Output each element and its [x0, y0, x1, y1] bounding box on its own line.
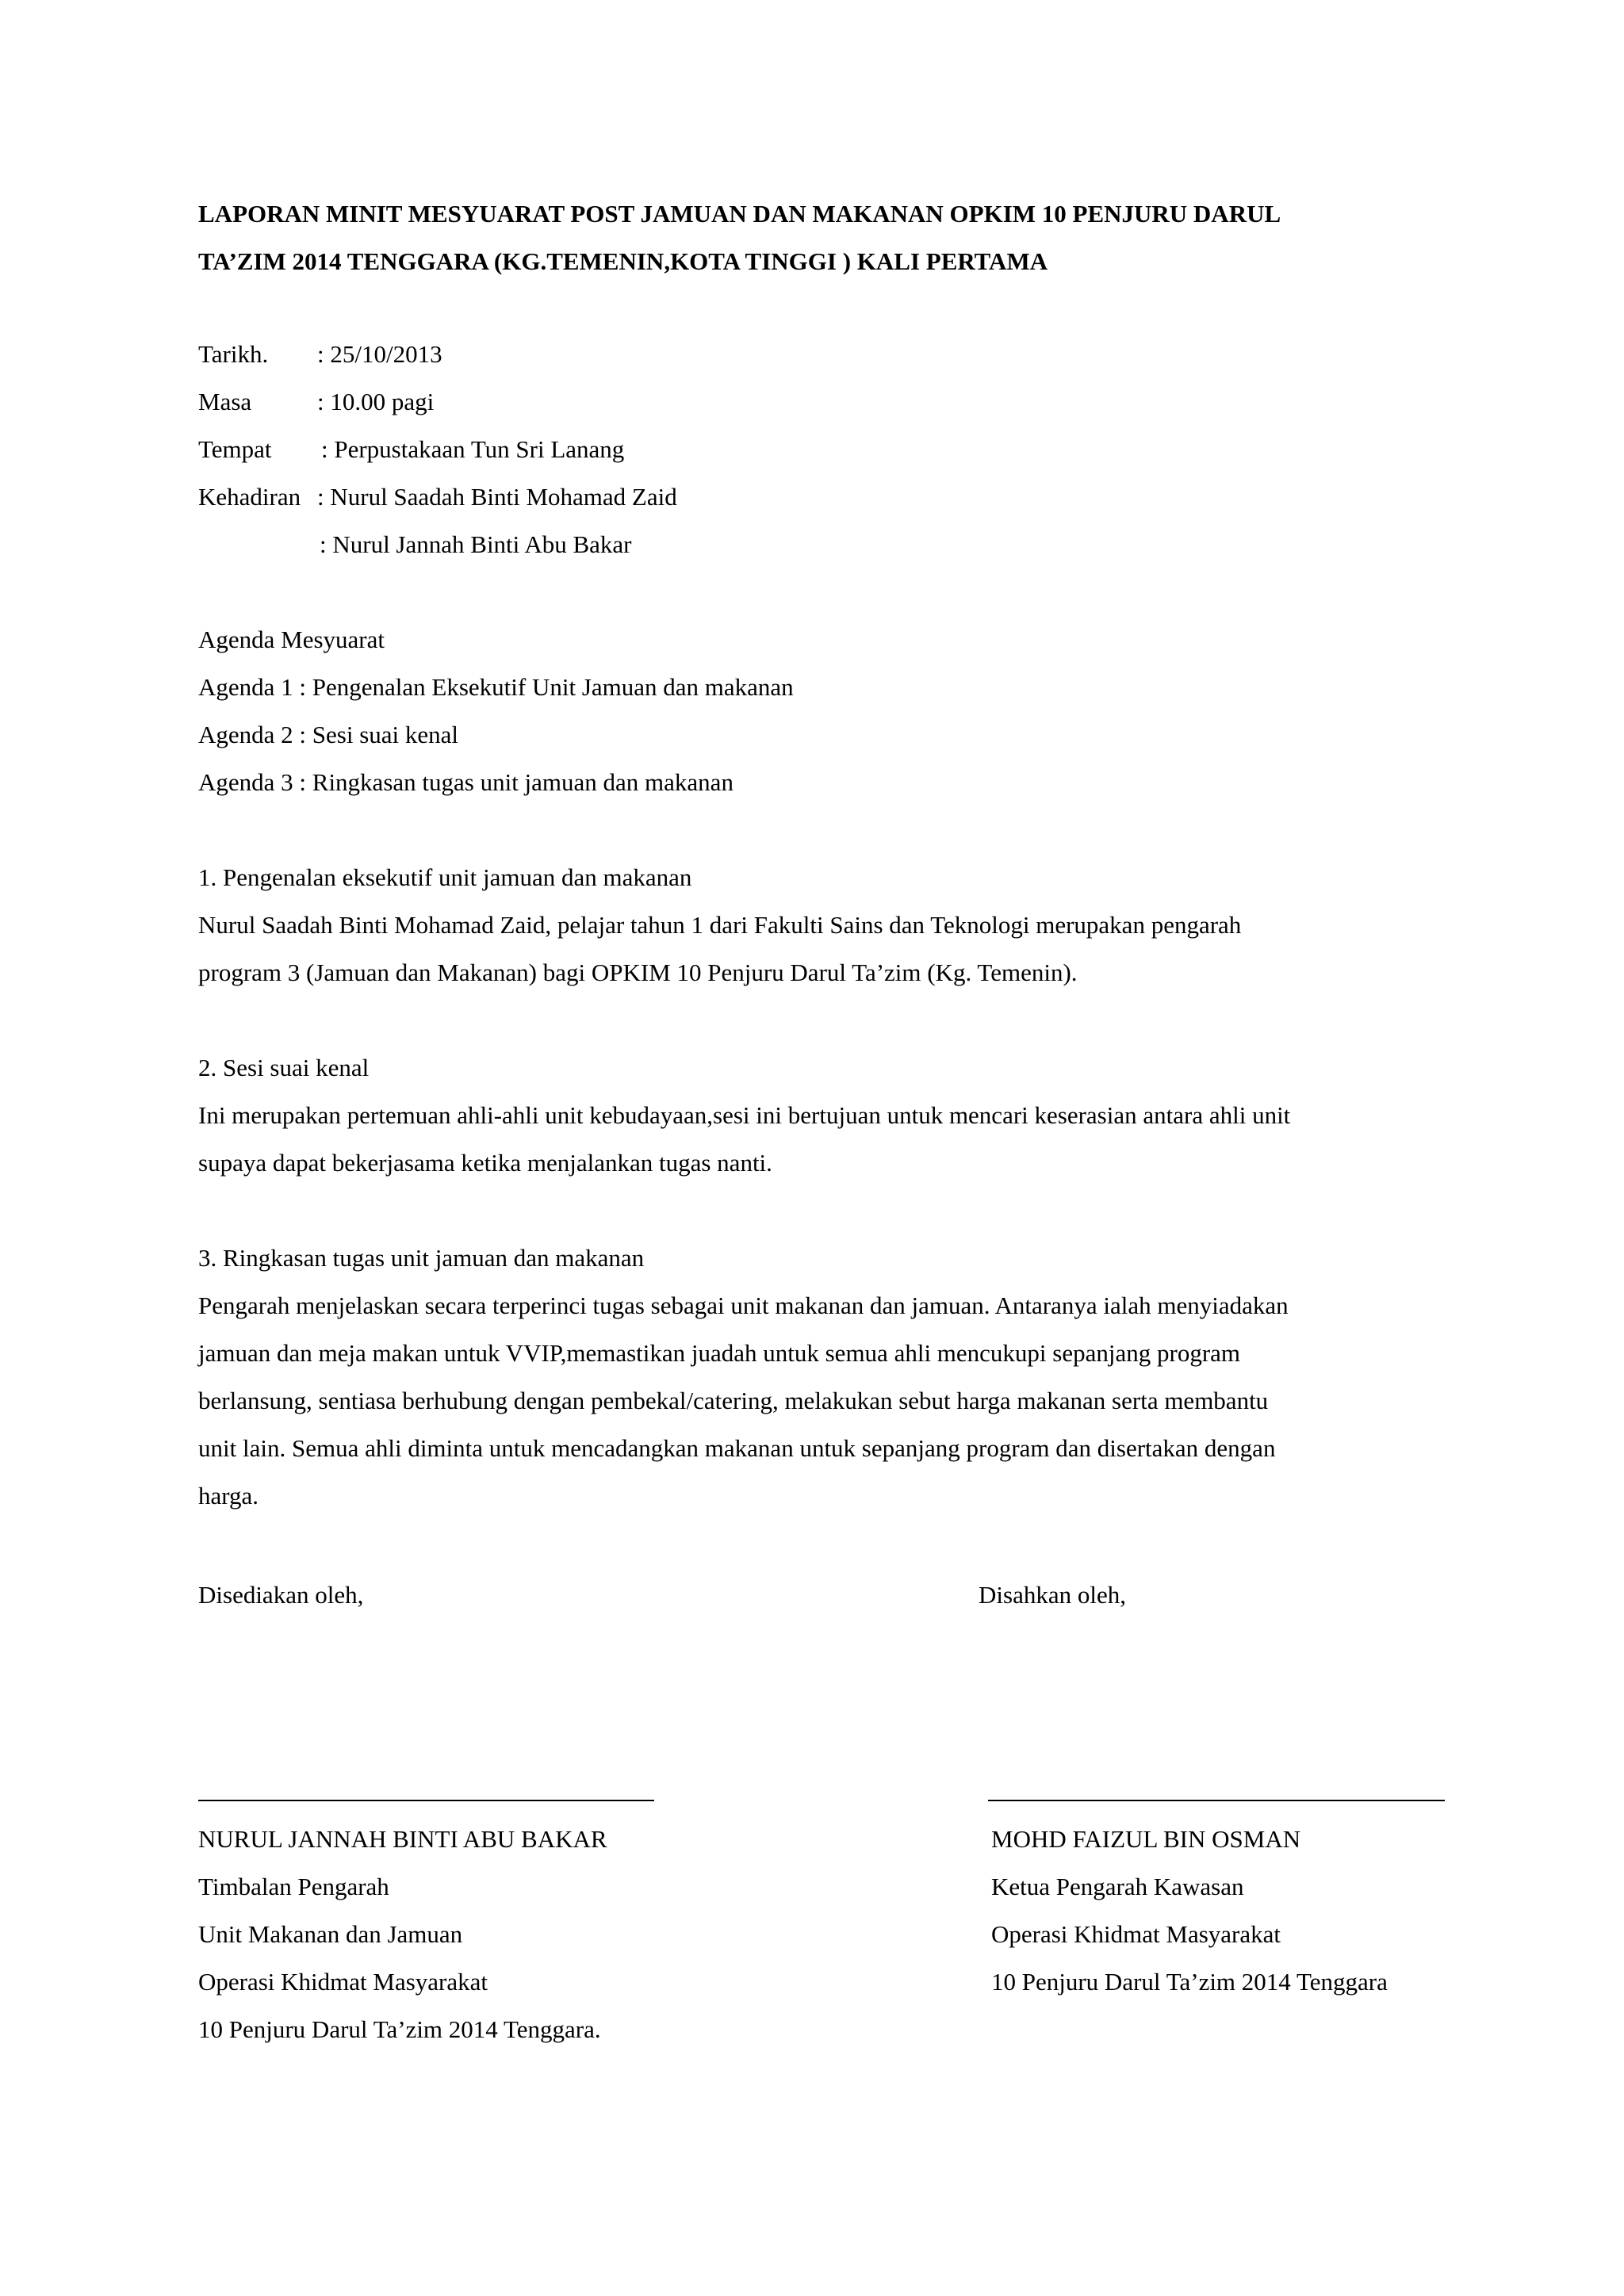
title-line-1: LAPORAN MINIT MESYUARAT POST JAMUAN DAN MAKANAN OPKIM 10 PENJURU DARUL — [198, 200, 1281, 228]
preparer-title-1: Timbalan Pengarah — [198, 1873, 389, 1900]
approved-by-label: Disahkan oleh, — [979, 1581, 1126, 1609]
approver-title-2: Operasi Khidmat Masyarakat — [991, 1920, 1281, 1948]
section-1-heading: 1. Pengenalan eksekutif unit jamuan dan makanan — [198, 863, 692, 891]
preparer-signature-line — [198, 1800, 654, 1801]
section-3-heading: 3. Ringkasan tugas unit jamuan dan makanan — [198, 1244, 645, 1272]
section-3-line-4: unit lain. Semua ahli diminta untuk mencadangkan makanan untuk sepanjang program dan disertakan dengan — [198, 1434, 1276, 1462]
attendance-value-2: : Nurul Jannah Binti Abu Bakar — [320, 530, 632, 558]
agenda-item-3: Agenda 3 : Ringkasan tugas unit jamuan dan makanan — [198, 768, 733, 796]
date-value: : 25/10/2013 — [317, 340, 442, 368]
approver-signature-line — [988, 1800, 1445, 1801]
place-row — [198, 434, 833, 465]
date-label: Tarikh. — [198, 340, 269, 368]
section-2 — [198, 1044, 1435, 1187]
approver-title-3: 10 Penjuru Darul Ta’zim 2014 Tenggara — [991, 1968, 1388, 1996]
preparer-name: NURUL JANNAH BINTI ABU BAKAR — [198, 1825, 607, 1853]
agenda-item-1: Agenda 1 : Pengenalan Eksekutif Unit Jamuan dan makanan — [198, 673, 794, 701]
place-label: Tempat — [198, 435, 272, 463]
section-1 — [198, 854, 1435, 997]
time-row — [198, 386, 833, 418]
date-row — [198, 339, 833, 370]
time-label: Masa — [198, 388, 252, 415]
attendance-value-1: : Nurul Saadah Binti Mohamad Zaid — [317, 483, 677, 511]
prepared-by-label: Disediakan oleh, — [198, 1581, 364, 1609]
section-3-line-5: harga. — [198, 1482, 259, 1510]
section-1-line-1: Nurul Saadah Binti Mohamad Zaid, pelajar tahun 1 dari Fakulti Sains dan Teknologi merupakan pengarah — [198, 911, 1242, 939]
approver-name: MOHD FAIZUL BIN OSMAN — [991, 1825, 1301, 1853]
time-value: : 10.00 pagi — [317, 388, 435, 415]
approver-title-1: Ketua Pengarah Kawasan — [991, 1873, 1244, 1900]
agenda-heading: Agenda Mesyuarat — [198, 626, 385, 653]
preparer-title-3: Operasi Khidmat Masyarakat — [198, 1968, 488, 1996]
title-line-2: TA’ZIM 2014 TENGGARA (KG.TEMENIN,KOTA TINGGI ) KALI PERTAMA — [198, 247, 1048, 275]
attendance-label: Kehadiran — [198, 483, 301, 511]
attendance-row-2 — [198, 529, 833, 561]
attendance-row — [198, 481, 833, 513]
preparer-block — [198, 1816, 607, 2053]
preparer-title-4: 10 Penjuru Darul Ta’zim 2014 Tenggara. — [198, 2015, 601, 2043]
section-3 — [198, 1234, 1435, 1520]
section-2-heading: 2. Sesi suai kenal — [198, 1054, 370, 1081]
section-3-line-2: jamuan dan meja makan untuk VVIP,memastikan juadah untuk semua ahli mencukupi sepanjang program — [198, 1339, 1241, 1367]
preparer-title-2: Unit Makanan dan Jamuan — [198, 1920, 463, 1948]
section-1-line-2: program 3 (Jamuan dan Makanan) bagi OPKIM 10 Penjuru Darul Ta’zim (Kg. Temenin). — [198, 959, 1078, 986]
agenda-item-2: Agenda 2 : Sesi suai kenal — [198, 721, 459, 748]
section-2-line-2: supaya dapat bekerjasama ketika menjalankan tugas nanti. — [198, 1149, 772, 1177]
place-value: : Perpustakaan Tun Sri Lanang — [321, 435, 625, 463]
section-2-line-1: Ini merupakan pertemuan ahli-ahli unit kebudayaan,sesi ini bertujuan untuk mencari keserasian antara ahli unit — [198, 1101, 1291, 1129]
section-3-line-3: berlansung, sentiasa berhubung dengan pembekal/catering, melakukan sebut harga makanan serta membantu — [198, 1387, 1269, 1414]
section-3-line-1: Pengarah menjelaskan secara terperinci tugas sebagai unit makanan dan jamuan. Antaranya ialah menyiadakan — [198, 1292, 1289, 1319]
document-title — [198, 190, 1451, 285]
approver-block — [991, 1816, 1388, 2006]
